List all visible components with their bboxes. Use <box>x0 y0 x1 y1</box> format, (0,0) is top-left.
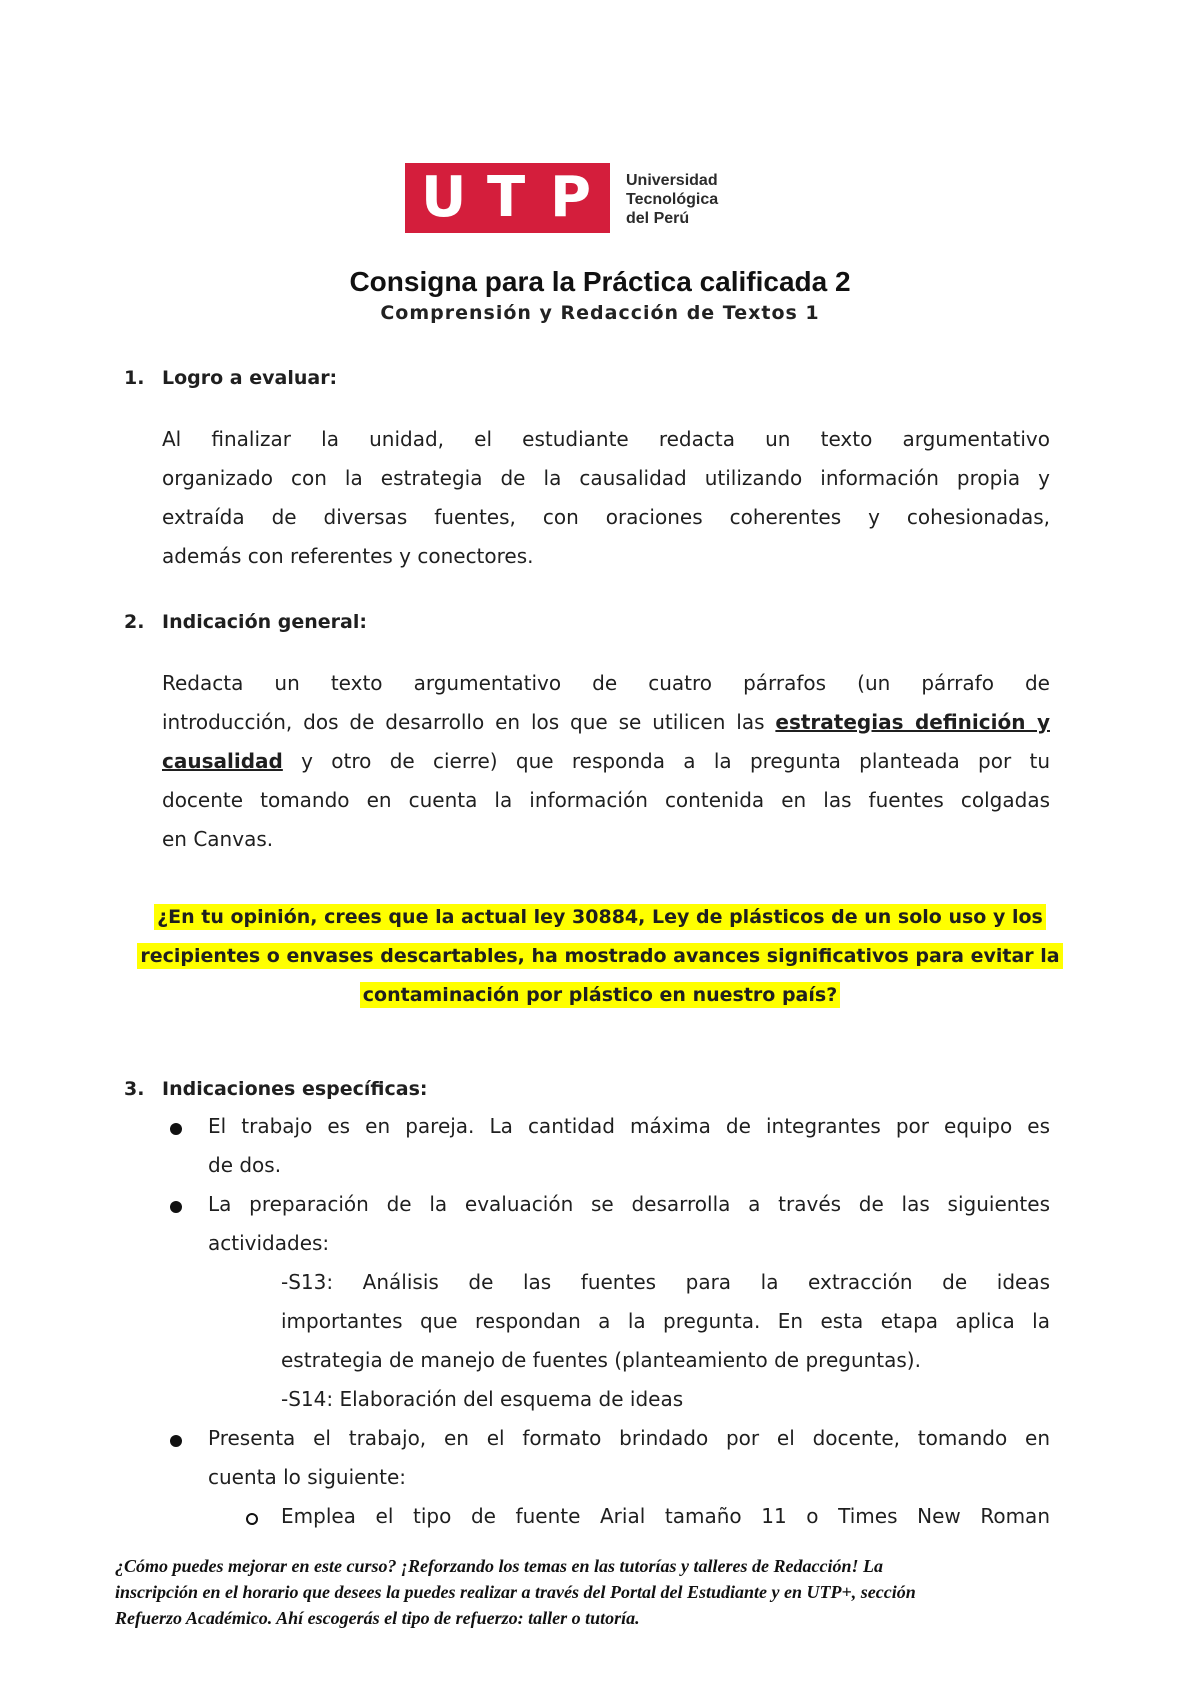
section-1-line: extraída de diversas fuentes, con oraciones coherentes y cohesionadas, <box>162 505 1050 529</box>
question-line <box>0 984 1200 1006</box>
hollow-bullet-icon <box>246 1513 258 1525</box>
bullet-icon <box>170 1435 182 1447</box>
section-2-line: Redacta un texto argumentativo de cuatro párrafos (un párrafo de <box>162 671 1050 695</box>
bullet-item-line: de dos. <box>208 1153 282 1177</box>
activity-line: -S14: Elaboración del esquema de ideas <box>281 1387 684 1411</box>
bullet-item-line: Presenta el trabajo, en el formato brindado por el docente, tomando en <box>208 1426 1050 1450</box>
section-2-text: introducción, dos de desarrollo en los que se utilicen las <box>162 710 776 734</box>
logo-letter-t: T <box>487 165 526 230</box>
section-1-line: además con referentes y conectores. <box>162 544 534 568</box>
bullet-icon <box>170 1201 182 1213</box>
footer-note <box>115 1553 1075 1631</box>
section-2-line: docente tomando en cuenta la información contenida en las fuentes colgadas <box>162 788 1050 812</box>
underlined-causality: causalidad <box>162 749 283 773</box>
underlined-strategies: estrategias definición y <box>775 710 1050 734</box>
bullet-item-line: actividades: <box>208 1231 330 1255</box>
activity-line: estrategia de manejo de fuentes (planteamiento de preguntas). <box>281 1348 921 1372</box>
section-2-number: 2. <box>124 611 145 633</box>
section-1-heading: Logro a evaluar: <box>162 367 338 389</box>
section-2-line: en Canvas. <box>162 827 274 851</box>
section-3-heading: Indicaciones específicas: <box>162 1078 428 1100</box>
document-subtitle: Comprensión y Redacción de Textos 1 <box>380 302 820 324</box>
question-line <box>0 945 1200 967</box>
sub-bullet-line: Emplea el tipo de fuente Arial tamaño 11 o Times New Roman <box>281 1504 1050 1528</box>
section-2-line <box>162 749 1050 773</box>
activity-line: importantes que respondan a la pregunta. En esta etapa aplica la <box>281 1309 1050 1333</box>
bullet-item-line: La preparación de la evaluación se desarrolla a través de las siguientes <box>208 1192 1050 1216</box>
footer-line: ¿Cómo puedes mejorar en este curso? ¡Reforzando los temas en las tutorías y talleres de Redacción! La <box>115 1556 883 1576</box>
section-1-line: organizado con la estrategia de la causalidad utilizando información propia y <box>162 466 1050 490</box>
logo-name-line: del Perú <box>626 210 690 227</box>
section-1-line: Al finalizar la unidad, el estudiante redacta un texto argumentativo <box>162 427 1050 451</box>
section-3-number: 3. <box>124 1078 145 1100</box>
activity-line: -S13: Análisis de las fuentes para la extracción de ideas <box>281 1270 1050 1294</box>
logo-university-name <box>626 171 718 228</box>
question-line <box>0 906 1200 928</box>
logo-letter-p: P <box>550 165 592 230</box>
logo-name-line: Tecnológica <box>626 191 719 208</box>
document-title: Consigna para la Práctica calificada 2 <box>349 266 851 297</box>
utp-logo <box>405 163 728 233</box>
utp-logo-mark <box>405 163 610 233</box>
footer-line: Refuerzo Académico. Ahí escogerás el tipo de refuerzo: taller o tutoría. <box>115 1608 640 1628</box>
bullet-item-line: El trabajo es en pareja. La cantidad máxima de integrantes por equipo es <box>208 1114 1050 1138</box>
highlighted-question-text: contaminación por plástico en nuestro país? <box>360 982 840 1008</box>
section-2-heading: Indicación general: <box>162 611 367 633</box>
section-2-text: y otro de cierre) que responda a la pregunta planteada por tu <box>282 749 1050 773</box>
section-2-line <box>162 710 1050 734</box>
logo-letter-u: U <box>421 165 467 230</box>
section-1-number: 1. <box>124 367 145 389</box>
bullet-item-line: cuenta lo siguiente: <box>208 1465 407 1489</box>
highlighted-question-text: recipientes o envases descartables, ha mostrado avances significativos para evitar la <box>137 943 1062 969</box>
bullet-icon <box>170 1123 182 1135</box>
highlighted-question-text: ¿En tu opinión, crees que la actual ley 30884, Ley de plásticos de un solo uso y los <box>154 904 1046 930</box>
logo-name-line: Universidad <box>626 172 718 189</box>
footer-line: inscripción en el horario que desees la puedes realizar a través del Portal del Estudiante y en UTP+, sección <box>115 1582 916 1602</box>
